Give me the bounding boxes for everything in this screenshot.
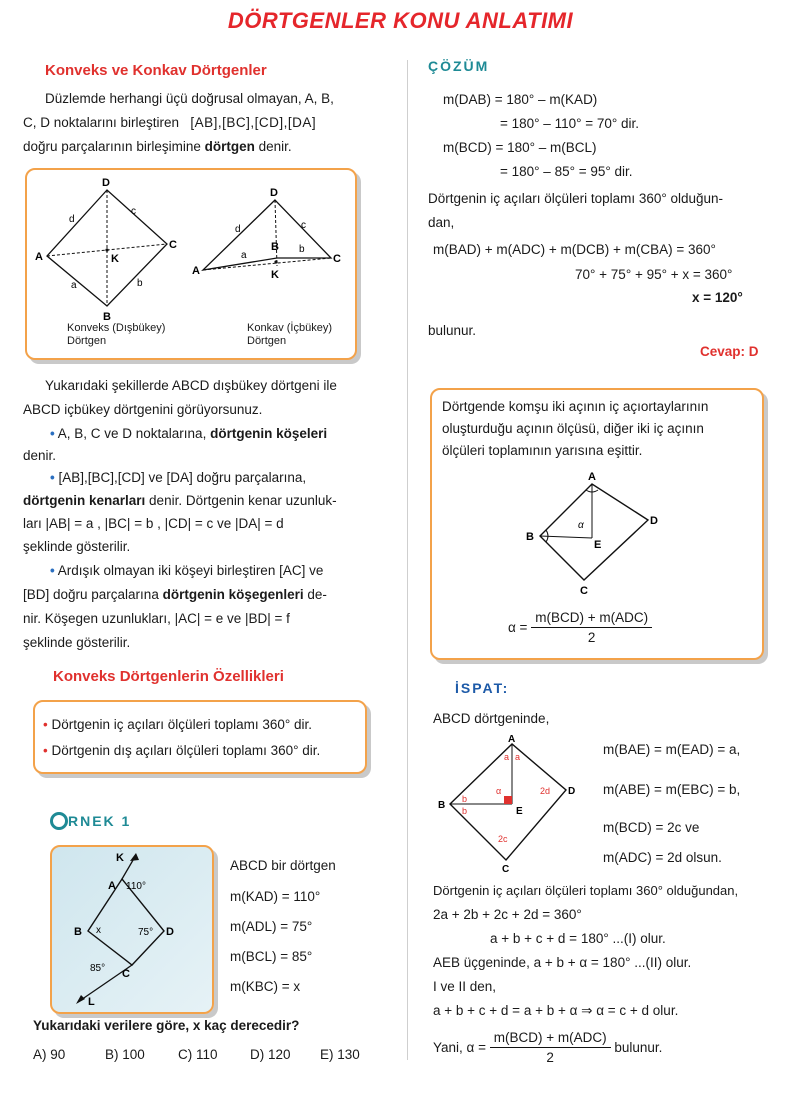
- svg-text:A: A: [35, 251, 43, 263]
- bullet-1: • A, B, C ve D noktalarına, dörtgenin köşeleri: [50, 426, 328, 441]
- para-line-2: ABCD içbükey dörtgenini görüyorsunuz.: [23, 402, 263, 417]
- example-given-4: m(KBC) = x: [230, 979, 301, 994]
- bullet-3-line-2: [BD] doğru parçalarına dörtgenin köşegenleri de-: [23, 587, 327, 602]
- bullet-1-end: denir.: [23, 448, 57, 463]
- svg-text:b: b: [137, 278, 143, 289]
- svg-text:C: C: [580, 585, 588, 597]
- svg-text:D: D: [102, 177, 110, 189]
- svg-text:B: B: [74, 926, 82, 938]
- proof-figure: [436, 734, 586, 874]
- bullet-3-line-3: nir. Köşegen uzunlukları, |AC| = e ve |BD| = f: [23, 611, 290, 626]
- theorem-figure: [512, 468, 692, 598]
- svg-text:a: a: [241, 250, 247, 261]
- svg-text:d: d: [235, 224, 241, 235]
- svg-text:α: α: [578, 520, 584, 531]
- svg-text:E: E: [594, 539, 602, 551]
- svg-text:x: x: [96, 925, 101, 936]
- option-d[interactable]: D) 120: [250, 1047, 291, 1062]
- proof-line-1: Dörtgenin iç açıları ölçüleri toplamı 360° olduğundan,: [433, 883, 739, 898]
- svg-text:B: B: [271, 241, 279, 253]
- proof-def-1: m(BAE) = m(EAD) = a,: [603, 742, 741, 757]
- proof-line-4: AEB üçgeninde, a + b + α = 180° ...(II) olur.: [433, 955, 692, 970]
- svg-text:K: K: [271, 269, 279, 281]
- solution-line-1: m(DAB) = 180° – m(KAD): [443, 92, 598, 107]
- example-given-2: m(ADL) = 75°: [230, 919, 313, 934]
- example-given-3: m(BCL) = 85°: [230, 949, 313, 964]
- svg-text:85°: 85°: [90, 963, 106, 974]
- example-header: RNEK 1: [50, 812, 131, 830]
- solution-line-4: = 180° – 85° = 95° dir.: [500, 164, 633, 179]
- svg-text:2d: 2d: [540, 786, 551, 796]
- example-o-icon: [50, 812, 68, 830]
- convex-label: Konveks (Dışbükey) Dörtgen: [67, 322, 166, 347]
- theorem-line-1: Dörtgende komşu iki açının iç açıortaylarının: [442, 399, 709, 414]
- bullet-3: • Ardışık olmayan iki köşeyi birleştiren [AC] ve: [50, 563, 324, 578]
- svg-text:a: a: [71, 280, 77, 291]
- option-e[interactable]: E) 130: [320, 1047, 360, 1062]
- svg-text:C: C: [502, 864, 510, 874]
- proof-def-3: m(BCD) = 2c ve: [603, 820, 700, 835]
- theorem-formula: α = $\frac{\text{m(BCD) + m(ADC)}}{2}$: [508, 610, 652, 645]
- section-title-convex-concave: Konveks ve Konkav Dörtgenler: [45, 62, 267, 79]
- svg-text:A: A: [192, 265, 200, 277]
- example-figure: [52, 847, 212, 1012]
- column-divider: [407, 60, 408, 1060]
- proof-def-2: m(ABE) = m(EBC) = b,: [603, 782, 741, 797]
- proof-line-6: a + b + c + d = a + b + α ⇒ α = c + d olur.: [433, 1003, 679, 1018]
- svg-text:2c: 2c: [498, 834, 508, 844]
- svg-text:E: E: [516, 806, 523, 817]
- proof-line-5: I ve II den,: [433, 979, 497, 994]
- section-title-properties: Konveks Dörtgenlerin Özellikleri: [53, 668, 284, 685]
- example-given-title: ABCD bir dörtgen: [230, 858, 336, 873]
- convex-quadrilateral-figure: [35, 177, 177, 323]
- svg-text:c: c: [131, 206, 136, 217]
- svg-text:75°: 75°: [138, 927, 154, 938]
- proof-line-2: 2a + 2b + 2c + 2d = 360°: [433, 907, 582, 922]
- svg-text:C: C: [169, 239, 177, 251]
- quadrilateral-figures-box: [25, 168, 357, 360]
- intro-line-2: C, D noktalarını birleştiren [AB],[BC],[CD],[DA]: [23, 115, 317, 130]
- svg-text:b: b: [299, 244, 305, 255]
- solution-text-1: Dörtgenin iç açıları ölçüleri toplamı 360° olduğun-: [428, 191, 724, 206]
- svg-text:A: A: [508, 734, 516, 745]
- solution-eq-1: m(BAD) + m(ADC) + m(DCB) + m(CBA) = 360°: [433, 242, 716, 257]
- solution-end: bulunur.: [428, 323, 477, 338]
- page-title: DÖRTGENLER KONU ANLATIMI: [227, 8, 574, 33]
- svg-text:K: K: [116, 852, 124, 864]
- svg-text:B: B: [103, 311, 111, 323]
- solution-line-3: m(BCD) = 180° – m(BCL): [443, 140, 597, 155]
- svg-text:A: A: [588, 471, 596, 483]
- svg-text:D: D: [568, 786, 576, 797]
- bullet-2-line-4: şeklinde gösterilir.: [23, 539, 131, 554]
- intro-line-3: doğru parçalarının birleşimine dörtgen denir.: [23, 139, 292, 154]
- svg-text:d: d: [69, 214, 75, 225]
- svg-text:D: D: [270, 187, 278, 199]
- intro-line-1: Düzlemde herhangi üçü doğrusal olmayan, A, B,: [45, 91, 334, 106]
- svg-text:K: K: [111, 253, 119, 265]
- solution-text-2: dan,: [428, 215, 455, 230]
- solution-eq-2: 70° + 75° + 95° + x = 360°: [575, 267, 733, 282]
- proof-intro: ABCD dörtgeninde,: [433, 711, 550, 726]
- bullet-3-line-4: şeklinde gösterilir.: [23, 635, 131, 650]
- theorem-line-2: oluşturduğu açının ölçüsü, diğer iki iç açının: [442, 421, 704, 436]
- example-question: Yukarıdaki verilere göre, x kaç derecedir?: [33, 1018, 300, 1033]
- svg-text:A: A: [108, 880, 116, 892]
- svg-text:a: a: [515, 752, 521, 762]
- svg-text:C: C: [122, 968, 130, 980]
- svg-text:c: c: [301, 220, 306, 231]
- para-line-1: Yukarıdaki şekillerde ABCD dışbükey dörtgeni ile: [45, 378, 337, 393]
- proof-line-7: Yani, α = $\frac{\text{m(BCD) + m(ADC)}}{2}$ bulunur.: [433, 1030, 663, 1065]
- solution-line-2: = 180° – 110° = 70° dir.: [500, 116, 640, 131]
- answer-label: Cevap: D: [700, 344, 759, 359]
- example-figure-box: [50, 845, 214, 1014]
- bullet-2: • [AB],[BC],[CD] ve [DA] doğru parçalarına,: [50, 470, 307, 485]
- theorem-box: [430, 388, 764, 660]
- svg-text:D: D: [166, 926, 174, 938]
- concave-label: Konkav (İçbükey) Dörtgen: [247, 322, 332, 347]
- svg-text:b: b: [462, 794, 468, 804]
- option-c[interactable]: C) 110: [178, 1047, 218, 1062]
- option-a[interactable]: A) 90: [33, 1047, 66, 1062]
- svg-text:b: b: [462, 806, 468, 816]
- property-1: • Dörtgenin iç açıları ölçüleri toplamı 360° dir.: [43, 717, 313, 732]
- svg-text:α: α: [496, 786, 502, 796]
- svg-text:110°: 110°: [126, 881, 146, 892]
- svg-text:a: a: [504, 752, 510, 762]
- solution-eq-3: x = 120°: [692, 290, 743, 305]
- svg-text:B: B: [526, 531, 534, 543]
- example-given-1: m(KAD) = 110°: [230, 889, 321, 904]
- theorem-line-3: ölçüleri toplamının yarısına eşittir.: [442, 443, 643, 458]
- svg-text:L: L: [88, 996, 95, 1008]
- option-b[interactable]: B) 100: [105, 1047, 145, 1062]
- property-2: • Dörtgenin dış açıları ölçüleri toplamı 360° dir.: [43, 743, 321, 758]
- bullet-2-line-3: ları |AB| = a , |BC| = b , |CD| = c ve |DA| = d: [23, 516, 284, 531]
- properties-box: [33, 700, 367, 774]
- svg-text:C: C: [333, 253, 341, 265]
- solution-title: ÇÖZÜM: [428, 58, 490, 74]
- svg-text:B: B: [438, 800, 446, 811]
- proof-def-4: m(ADC) = 2d olsun.: [603, 850, 722, 865]
- bullet-2-line-2: dörtgenin kenarları denir. Dörtgenin kenar uzunluk-: [23, 493, 337, 508]
- proof-title: İSPAT:: [455, 680, 510, 696]
- proof-line-3: a + b + c + d = 180° ...(I) olur.: [490, 931, 666, 946]
- concave-quadrilateral-figure: [192, 187, 341, 281]
- svg-text:D: D: [650, 515, 658, 527]
